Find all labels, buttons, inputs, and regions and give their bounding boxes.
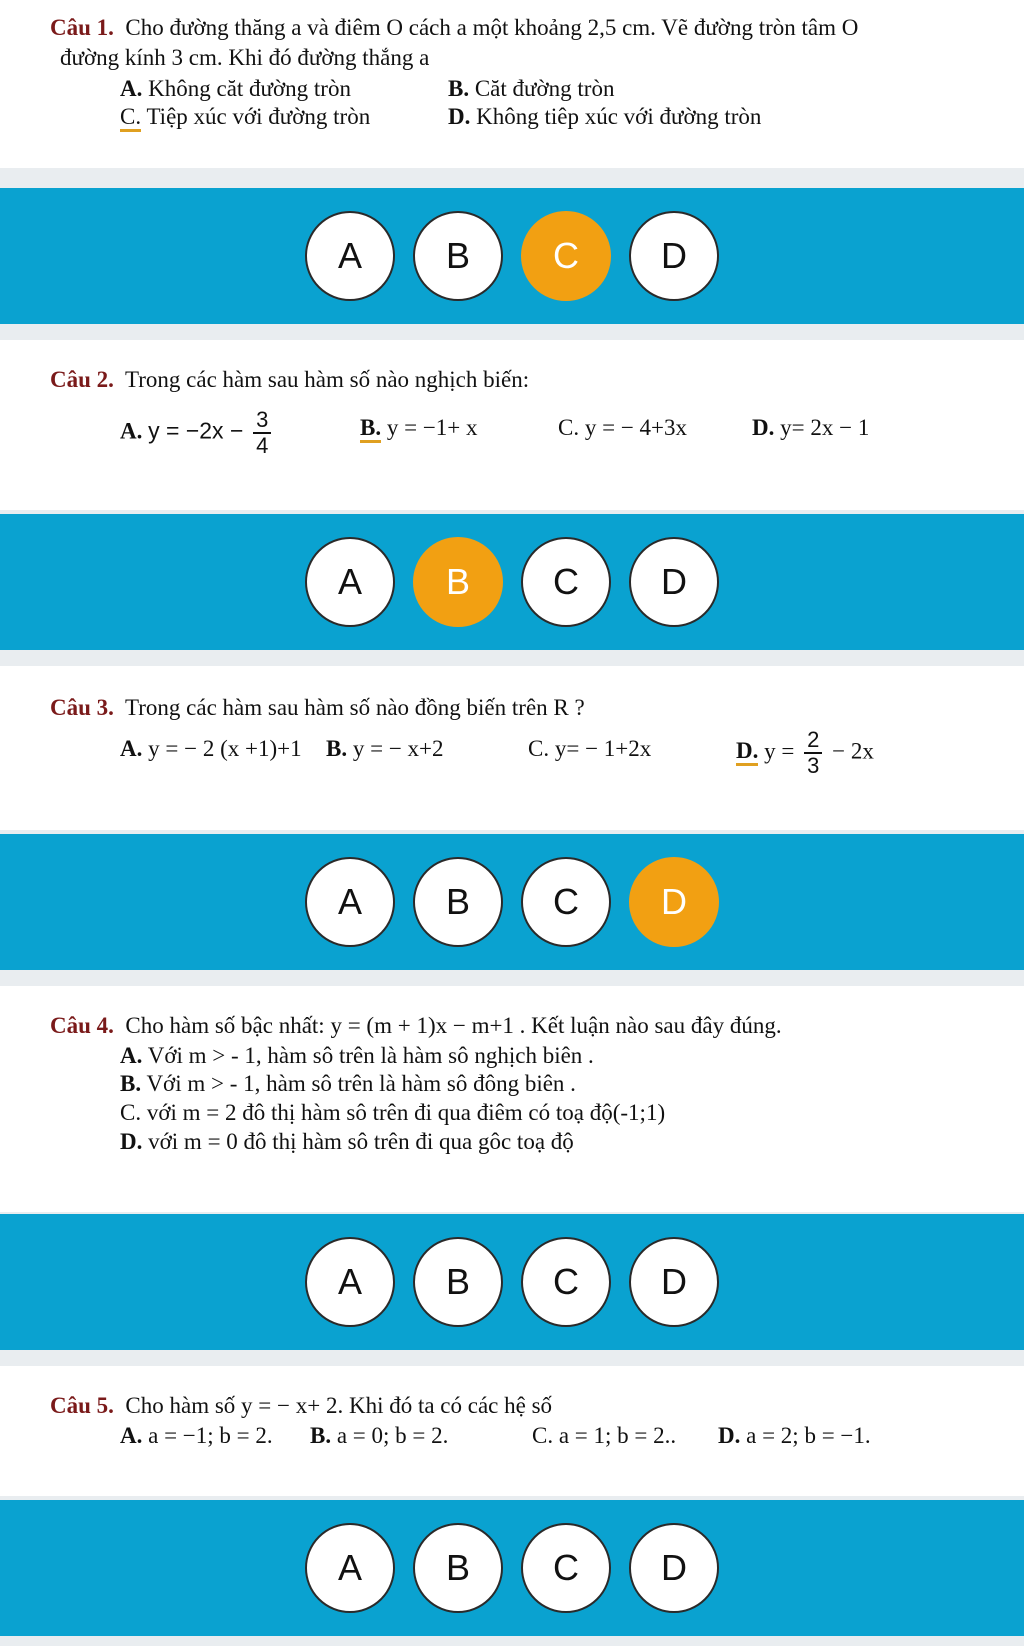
question-1-answer-bar xyxy=(0,188,1024,324)
question-1-label: Câu 1. xyxy=(50,15,114,40)
option-c-text: y= − 1+2x xyxy=(554,736,652,761)
option-d-fraction xyxy=(804,728,822,778)
question-1-option-a xyxy=(120,75,351,102)
question-3-option-d xyxy=(736,728,874,778)
question-3-option-c xyxy=(528,735,651,762)
question-3-line1 xyxy=(50,694,585,721)
answer-button-d[interactable]: D xyxy=(629,537,719,627)
question-2-option-c xyxy=(558,414,687,441)
option-c-text: với m = 2 đô thị hàm sô trên đi qua điêm có toạ độ(-1;1) xyxy=(146,1100,666,1125)
option-b-text: a = 0; b = 2. xyxy=(336,1423,449,1448)
answer-button-c[interactable]: C xyxy=(521,857,611,947)
question-1-option-b xyxy=(448,75,614,102)
option-d-key: D. xyxy=(718,1423,741,1448)
question-1-text-cont: đường kính 3 cm. Khi đó đường thắng a xyxy=(60,45,430,70)
question-1-option-c xyxy=(120,103,370,130)
option-b-text: y = −1+ x xyxy=(386,415,478,440)
question-4-line1 xyxy=(50,1012,782,1039)
option-d-key: D. xyxy=(736,738,759,764)
answer-button-b[interactable]: B xyxy=(413,857,503,947)
question-3-option-b xyxy=(326,735,444,762)
question-4-option-a xyxy=(120,1042,594,1069)
answer-underline xyxy=(120,104,141,132)
option-a-text: Không căt đường tròn xyxy=(148,76,351,101)
question-5-option-d xyxy=(718,1422,871,1449)
answer-button-a[interactable]: A xyxy=(305,857,395,947)
question-5-line1 xyxy=(50,1392,552,1419)
answer-button-d[interactable]: D xyxy=(629,1237,719,1327)
question-2-label: Câu 2. xyxy=(50,367,114,392)
option-a-key: A. xyxy=(120,76,143,101)
question-2-line1 xyxy=(50,366,529,393)
question-4-option-d xyxy=(120,1128,574,1155)
option-a-fraction xyxy=(253,408,271,458)
option-d-text: y = xyxy=(764,738,795,764)
option-c-text: Tiệp xúc với đường tròn xyxy=(146,104,371,129)
option-d-text: Không tiêp xúc với đường tròn xyxy=(476,104,762,129)
option-b-key: B. xyxy=(360,415,382,440)
question-3-answer-bar xyxy=(0,834,1024,970)
option-d-tail: − 2x xyxy=(832,738,874,764)
answer-button-d[interactable]: D xyxy=(629,211,719,301)
answer-button-b[interactable]: B xyxy=(413,211,503,301)
answer-button-c[interactable]: C xyxy=(521,1237,611,1327)
question-3-option-a xyxy=(120,735,302,762)
option-a-text: a = −1; b = 2. xyxy=(148,1423,273,1448)
answer-button-c-selected[interactable]: C xyxy=(521,211,611,301)
option-d-key: D. xyxy=(752,415,775,440)
answer-button-b[interactable]: B xyxy=(413,1523,503,1613)
question-2-option-a xyxy=(120,408,275,458)
option-a-key: A. xyxy=(120,1423,143,1448)
question-5-answer-bar xyxy=(0,1500,1024,1636)
question-4-label: Câu 4. xyxy=(50,1013,114,1038)
question-5-option-a xyxy=(120,1422,273,1449)
question-4-option-c xyxy=(120,1099,665,1126)
option-a-text: Với m > - 1, hàm sô trên là hàm sô nghịch biên . xyxy=(147,1043,594,1068)
question-4-answer-bar xyxy=(0,1214,1024,1350)
question-2-text: Trong các hàm sau hàm số nào nghịch biến: xyxy=(125,367,530,392)
question-5-text: Cho hàm số y = − x+ 2. Khi đó ta có các hệ số xyxy=(125,1393,553,1418)
question-2-option-b xyxy=(360,414,478,441)
answer-button-c[interactable]: C xyxy=(521,537,611,627)
question-4-option-b xyxy=(120,1070,576,1097)
option-c-key: C. xyxy=(532,1423,554,1448)
option-c-key: C. xyxy=(120,104,142,129)
option-a-key: A. xyxy=(120,736,143,761)
question-1-option-d xyxy=(448,103,761,130)
question-1-line1 xyxy=(50,14,858,41)
option-b-text: y = − x+2 xyxy=(352,736,444,761)
option-d-key: D. xyxy=(120,1129,143,1154)
answer-button-d[interactable]: D xyxy=(629,1523,719,1613)
option-b-key: B. xyxy=(120,1071,142,1096)
fraction-denominator: 3 xyxy=(807,753,820,778)
question-2-option-d xyxy=(752,414,869,441)
question-5-option-b xyxy=(310,1422,448,1449)
option-a-text: y = − 2 (x +1)+1 xyxy=(148,736,302,761)
option-d-key: D. xyxy=(448,104,471,129)
option-b-text: Căt đường tròn xyxy=(474,76,615,101)
answer-button-a[interactable]: A xyxy=(305,537,395,627)
answer-button-b[interactable]: B xyxy=(413,1237,503,1327)
question-2-answer-bar xyxy=(0,514,1024,650)
fraction-numerator: 2 xyxy=(804,728,822,754)
fraction-numerator: 3 xyxy=(253,408,271,434)
option-c-key: C. xyxy=(120,1100,142,1125)
option-b-key: B. xyxy=(310,1423,332,1448)
answer-underline xyxy=(360,415,381,443)
option-b-key: B. xyxy=(326,736,348,761)
answer-button-a[interactable]: A xyxy=(305,1237,395,1327)
option-c-text: a = 1; b = 2.. xyxy=(558,1423,677,1448)
question-4-text: Cho hàm số bậc nhất: y = (m + 1)x − m+1 . Kết luận nào sau đây đúng. xyxy=(125,1013,782,1038)
option-c-key: C. xyxy=(528,736,550,761)
fraction-denominator: 4 xyxy=(256,433,269,458)
option-d-text: y= 2x − 1 xyxy=(780,415,870,440)
question-1-line2 xyxy=(60,44,429,71)
answer-button-b-selected[interactable]: B xyxy=(413,537,503,627)
answer-button-a[interactable]: A xyxy=(305,211,395,301)
option-c-key: C. xyxy=(558,415,580,440)
option-a-text: y = −2x − xyxy=(148,417,244,444)
question-3-text: Trong các hàm sau hàm số nào đồng biến trên R ? xyxy=(125,695,585,720)
question-3-label: Câu 3. xyxy=(50,695,114,720)
answer-button-d-selected[interactable]: D xyxy=(629,857,719,947)
option-a-key: A. xyxy=(120,1043,143,1068)
option-d-text: với m = 0 đô thị hàm sô trên đi qua gôc toạ độ xyxy=(148,1129,574,1154)
question-5-option-c xyxy=(532,1422,676,1449)
option-b-key: B. xyxy=(448,76,470,101)
answer-underline xyxy=(736,738,758,766)
option-d-text: a = 2; b = −1. xyxy=(746,1423,871,1448)
option-c-text: y = − 4+3x xyxy=(584,415,688,440)
question-1-text: Cho đường thăng a và điêm O cách a một khoảng 2,5 cm. Vẽ đường tròn tâm O xyxy=(125,15,859,40)
option-a-key: A. xyxy=(120,418,143,444)
option-b-text: Với m > - 1, hàm sô trên là hàm sô đông biên . xyxy=(146,1071,576,1096)
answer-button-c[interactable]: C xyxy=(521,1523,611,1613)
answer-button-a[interactable]: A xyxy=(305,1523,395,1613)
question-5-label: Câu 5. xyxy=(50,1393,114,1418)
